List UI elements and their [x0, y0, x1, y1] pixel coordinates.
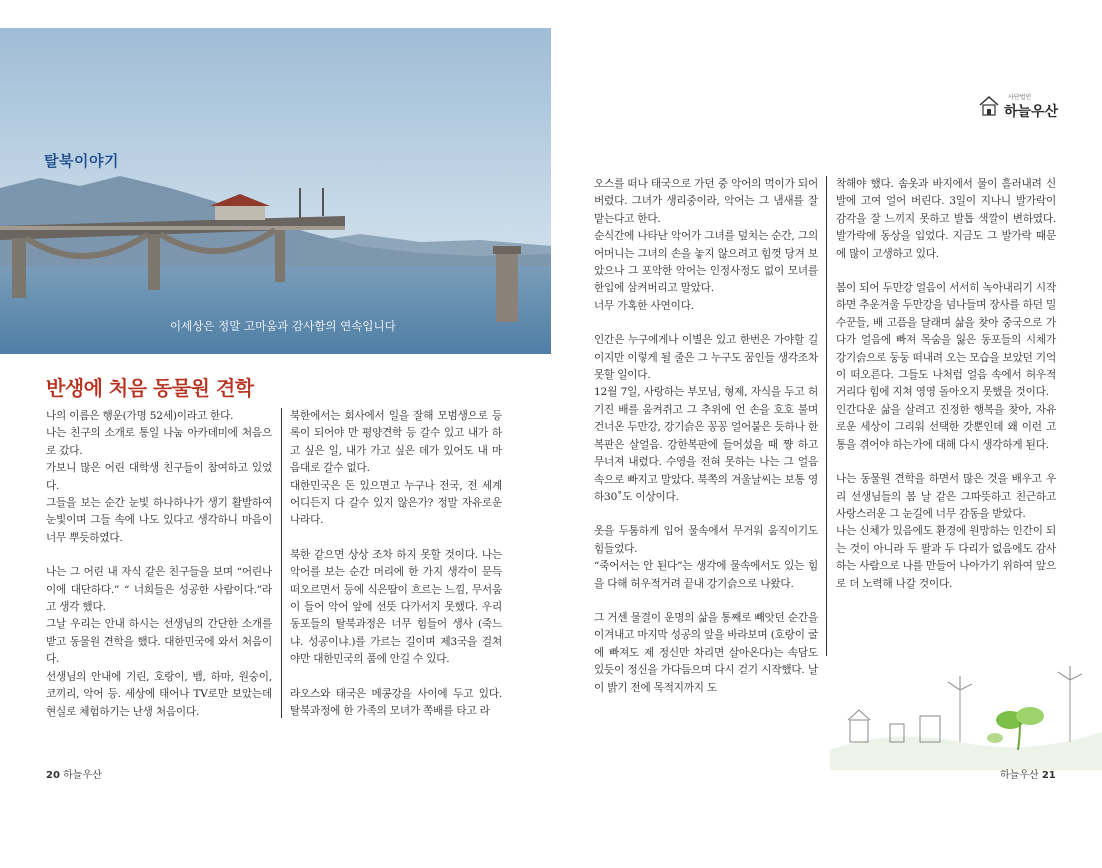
- paragraph: 봄이 되어 두만강 얼음이 서서히 녹아내리기 시작하면 추운겨울 두만강을 넘나들며 장사를 하던 밀수꾼들, 배 고픔을 달래며 삶을 찾아 중국으로 가다가 얼음에 빠져 목숨을 잃은 동포들의 시체가 강기슭으로 둥둥 떠내려 오는 모습을 보았던 기억이 떠오른다. 그들도 나처럼 얼음 속에서 허우적거리다 힘에 지쳐 영영 돌아오지 못했을 것이다.: [836, 282, 1056, 399]
- paragraph: 순식간에 나타난 악어가 그녀를 덮치는 순간, 그의 어머니는 그녀의 손을 놓지 않으려고 힘껏 당겨 보았으나 그 포악한 악어는 인정사정도 없이 모녀를 한입에 삼켜버리고 말았다.: [594, 230, 818, 295]
- paragraph: 옷을 두툼하게 입어 물속에서 무거워 움직이기도 힘들었다.: [594, 525, 818, 555]
- photo-caption: 이세상은 정말 고마움과 감사함의 연속입니다: [170, 319, 396, 333]
- paragraph: 북한 같으면 상상 조차 하지 못할 것이다. 나는 악어를 보는 순간 머리에 한 가지 생각이 문득 떠오르면서 등에 식은땀이 흐르는 느낌, 무서움이 들어 악어 앞에 선뜻 다가서지 못했다. 우리 동포들의 탈북과정은 너무 힘들어 생사 (죽느냐. 성공이냐.)를 가르는 길이며 제3국을 걸쳐야만 대한민국의 품에 안길 수 있다.: [290, 548, 502, 666]
- column-3: [594, 176, 818, 697]
- magazine-name: 하늘우산: [63, 770, 102, 781]
- section-kicker: 탈북이야기: [44, 152, 119, 170]
- paragraph: 대한민국은 돈 있으면고 누구나 전국, 전 세계 어디든지 다 갈수 있지 않은가? 정말 자유로운 나라다.: [290, 479, 502, 527]
- paragraph: 선생님의 안내에 기린, 호랑이, 뱀, 하마, 원숭이, 코끼리, 악어 등. 세상에 태어나 TV로만 보았는데 현실로 체험하기는 난생 처음이다.: [46, 670, 272, 718]
- column-rule: [281, 408, 282, 718]
- column-rule: [826, 176, 827, 656]
- paragraph: 오스를 떠나 태국으로 가던 중 악어의 먹이가 되어 버렸다. 그녀가 생리중이라, 악어는 그 냄새를 잘 맡는다고 한다.: [594, 178, 818, 225]
- page-number: 21: [1041, 770, 1056, 781]
- column-1: [46, 408, 272, 721]
- folio-left: [46, 766, 102, 781]
- folio-right: [1000, 766, 1056, 781]
- bridge-photo-image: [0, 28, 551, 354]
- house-icon: [978, 94, 1000, 118]
- paragraph: 나는 신체가 있음에도 환경에 원망하는 인간이 되는 것이 아니라 두 팔과 두 다리가 없음에도 감사하는 사람으로 나를 만들어 나아가기 위하여 앞으로 더 노력해 나갈 것이다.: [836, 525, 1056, 590]
- paragraph: 라오스와 태국은 메콩강을 사이에 두고 있다. 탈북과정에 한 가족의 모녀가 쪽배를 타고 라: [290, 687, 502, 718]
- paragraph: “죽어서는 안 된다”는 생각에 물속에서도 있는 힘을 다해 허우적거려 끝내 강기슭으로 나왔다.: [594, 560, 818, 590]
- publisher-logo: [978, 92, 1060, 122]
- paragraph: 나는 친구의 소개로 통일 나눔 아카데미에 처음으로 갔다.: [46, 427, 272, 457]
- paragraph: 12월 7일, 사랑하는 부모님, 형제, 자식을 두고 허기진 배를 움켜쥐고 그 추위에 언 손을 호호 불며 건너온 두만강, 강기슭은 꽁꽁 얼어붙은 듯하나 한복판은 살얼음. 강한복판에 들어섰을 때 쨩 하고 무너져 내렸다. 수영을 전혀 못하는 나는 그 얼음 속으로 빠지고 말았다. 북쪽의 겨울날씨는 보통 영하30˚도 이상이다.: [594, 386, 818, 503]
- column-4: [836, 176, 1056, 593]
- paragraph: 그날 우리는 안내 하시는 선생님의 간단한 소개를 받고 동물원 견학을 했다. 대한민국에 와서 처음이다.: [46, 618, 272, 666]
- paragraph: 착해야 했다. 솜옷과 바지에서 물이 흘러내려 신발에 고여 얼어 버린다. 3일이 지나니 발가락이 감각을 잘 느끼지 못하고 발톱 색깔이 변하였다. 발가락에 동상을 입었다. 지금도 그 발가락 때문에 많이 고생하고 있다.: [836, 178, 1056, 260]
- magazine-name: 하늘우산: [1000, 770, 1039, 781]
- bridge-photo: [0, 28, 551, 354]
- town-illustration: [830, 650, 1102, 770]
- paragraph: 그들을 보는 순간 눈빛 하나하나가 생기 활발하여 눈빛이며 그들 속에 나도 있다고 생각하니 마음이 너무 뿌듯하였다.: [46, 497, 272, 544]
- paragraph: 나는 그 어린 내 자식 같은 친구들을 보며 “어린나이에 대단하다.” “ 너희들은 성공한 사람이다.”라고 생각 했다.: [46, 566, 272, 614]
- paragraph: 나는 동물원 견학을 하면서 많은 것을 배우고 우리 선생님들의 봄 날 같은 그따뜻하고 친근하고 사랑스러운 그 눈길에 너무 감동을 받았다.: [836, 473, 1056, 520]
- logo-name-text: 하늘우산: [1004, 104, 1059, 120]
- article-headline: 반생에 처음 동물원 견학: [46, 376, 254, 400]
- paragraph: 인간은 누구에게나 이별은 있고 한번은 가야할 길이지만 이렇게 될 줄은 그 누구도 꿈인들 생각조차 못할 일이다.: [594, 334, 818, 382]
- paragraph: 북한에서는 회사에서 일을 잘해 모범생으로 등록이 되어야 만 평양견학 등 갈수 있고 내가 하고 싶은 일, 내가 가고 싶은 데가 있어도 내 마음대로 갈수 없다.: [290, 410, 502, 475]
- page-number: 20: [46, 770, 60, 781]
- paragraph: 인간다운 삶을 살려고 진정한 행복을 찾아, 자유로운 세상이 그리워 선택한 갓뿐인데 왜 이런 고통을 겪어야 하는가에 대해 다시 생각하게 된다.: [836, 403, 1056, 451]
- paragraph: 그 거센 물결이 운명의 삶을 통째로 빼앗던 순간을 이겨내고 마지막 성공의 앞을 바라보며 (호랑이 굴에 빠져도 제 정신만 차리면 살아온다)는 속담도 있듯이 정신을 가다듬으며 다시 걷기 시작했다. 날이 밝기 전에 목적지까지 도: [594, 611, 818, 694]
- paragraph: 나의 이름은 행운(가명 52세)이라고 한다.: [46, 410, 234, 422]
- paragraph: 가보니 많은 어린 대학생 친구들이 참여하고 있었다.: [46, 462, 272, 492]
- column-2: [290, 408, 502, 721]
- paragraph: 너무 가혹한 사연이다.: [594, 299, 694, 312]
- logo-small-text: 사단법인: [1008, 94, 1032, 101]
